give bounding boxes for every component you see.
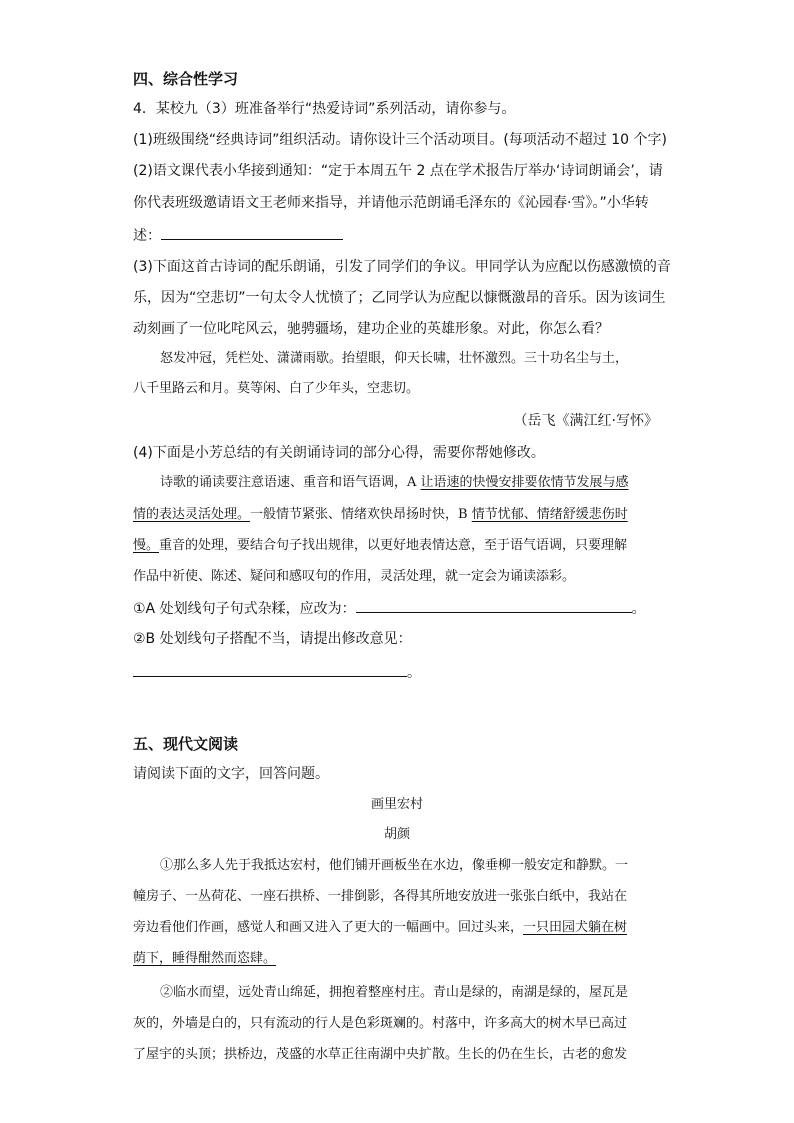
question-4-2-line1: (2)语文课代表小华接到通知：“定于本周五午 2 点在学术报告厅举办‘诗词朗诵会’，请 (133, 163, 663, 179)
paragraph-1-line-1: ①那么多人先于我抵达宏村，他们铺开画板坐在水边，像垂柳一般安定和静默。一 (160, 858, 629, 873)
underlined-sentence-b-cont: 慢。 (133, 538, 160, 553)
answer-blank-2[interactable] (356, 598, 632, 613)
passage-text: 重音的处理，要结合句子找出规律，以更好地表情达意，至于语气语调，只要理解 (159, 538, 628, 553)
answer-blank-1[interactable] (161, 225, 343, 240)
underlined-sentence-b: 情节忧郁、情绪舒缓悲伤时 (471, 507, 628, 522)
passage-line-2 (133, 506, 628, 524)
passage-text: 一般情节紧张、情绪欢快昂扬时快，B (250, 507, 472, 522)
article-title: 画里宏村 (370, 797, 423, 812)
question-4-2-label: 述： (133, 228, 161, 244)
question-4-2-line2: 你代表班级邀请语文王老师来指导，并请他示范朗诵毛泽东的《沁园春·雪》。”小华转 (133, 195, 649, 211)
period: 。 (407, 665, 421, 681)
underlined-sentence-a: 让语速的快慢安排要依情节发展与感 (420, 475, 629, 490)
section-heading-5: 五、现代文阅读 (133, 735, 239, 753)
period: 。 (631, 601, 646, 617)
paragraph-1-line-2: 幢房子、一丛荷花、一座石拱桥、一排倒影，各得其所地安放进一张张白纸中，我站在 (133, 889, 628, 904)
poem-source: （岳飞《满江红·写怀》 (513, 413, 658, 429)
paragraph-1-line-3 (133, 919, 627, 937)
paragraph-text: 旁边看他们作画，感觉人和画又进入了更大的一幅画中。回过头来， (133, 920, 524, 935)
question-4-1: (1)班级围绕“经典诗词”组织活动。请你设计三个活动项目。(每项活动不超过 10 个字) (133, 132, 667, 148)
passage-text: 诗歌的诵读要注意语速、重音和语气语调，A (160, 475, 421, 490)
sub-question-1 (133, 598, 646, 618)
underlined-sentence-cont: 荫下，睡得酣然而恣肆。 (133, 951, 277, 966)
passage-line-3 (133, 537, 627, 555)
underlined-sentence: 一只田园犬躺在树 (523, 920, 628, 935)
passage-line-1 (160, 474, 629, 492)
paragraph-2-line-1: ②临水而望，远处青山绵延，拥抱着整座村庄。青山是绿的，南湖是绿的，屋瓦是 (160, 985, 629, 1000)
poem-line-1: 怒发冲冠，凭栏处、潇潇雨歇。抬望眼，仰天长啸，壮怀激烈。三十功名尘与土， (160, 351, 629, 366)
question-4-3-line2: 乐，因为“空悲切”一句太令人忧愤了；乙同学认为应配以慷慨激昂的音乐。因为该词生 (133, 290, 666, 306)
paragraph-2-line-2: 灰的，外墙是白的，只有流动的行人是色彩斑斓的。村落中，许多高大的树木早已高过 (133, 1016, 628, 1031)
passage-line-4: 作品中祈使、陈述、疑问和感叹句的作用，灵活处理，就一定会为诵读添彩。 (133, 569, 576, 584)
section-heading-4: 四、综合性学习 (133, 70, 239, 88)
paragraph-2-line-3: 了屋宇的头顶；拱桥边，茂盛的水草正往南湖中央扩散。生长的仍在生长，古老的愈发 (133, 1047, 628, 1062)
paragraph-1-line-4 (133, 950, 276, 968)
question-4-3-line3: 动刻画了一位叱咤风云，驰骋疆场，建功企业的英雄形象。对此，你怎么看？ (133, 321, 609, 337)
underlined-sentence-a-cont: 情的表达灵活处理。 (133, 507, 251, 522)
sub-question-1-text: ①A 处划线句子句式杂糅，应改为： (133, 601, 356, 617)
answer-blank-3[interactable] (133, 662, 407, 677)
question-4-4: (4)下面是小芳总结的有关朗诵诗词的部分心得，需要你帮她修改。 (133, 445, 545, 461)
article-author: 胡颜 (383, 827, 410, 842)
question-4-3-line1: (3)下面这首古诗词的配乐朗诵，引发了同学们的争议。甲同学认为应配以伤感激愤的音 (133, 259, 671, 275)
sub-question-2: ②B 处划线句子搭配不当，请提出修改意见： (133, 631, 412, 647)
question-4-2-line3 (133, 225, 343, 245)
sub-question-2-answer (133, 662, 421, 682)
question-4-intro: 4．某校九（3）班准备举行“热爱诗词”系列活动，请你参与。 (133, 101, 516, 117)
poem-line-2: 八千里路云和月。莫等闲、白了少年头，空悲切。 (133, 381, 420, 396)
reading-instruction: 请阅读下面的文字，回答问题。 (133, 766, 329, 782)
